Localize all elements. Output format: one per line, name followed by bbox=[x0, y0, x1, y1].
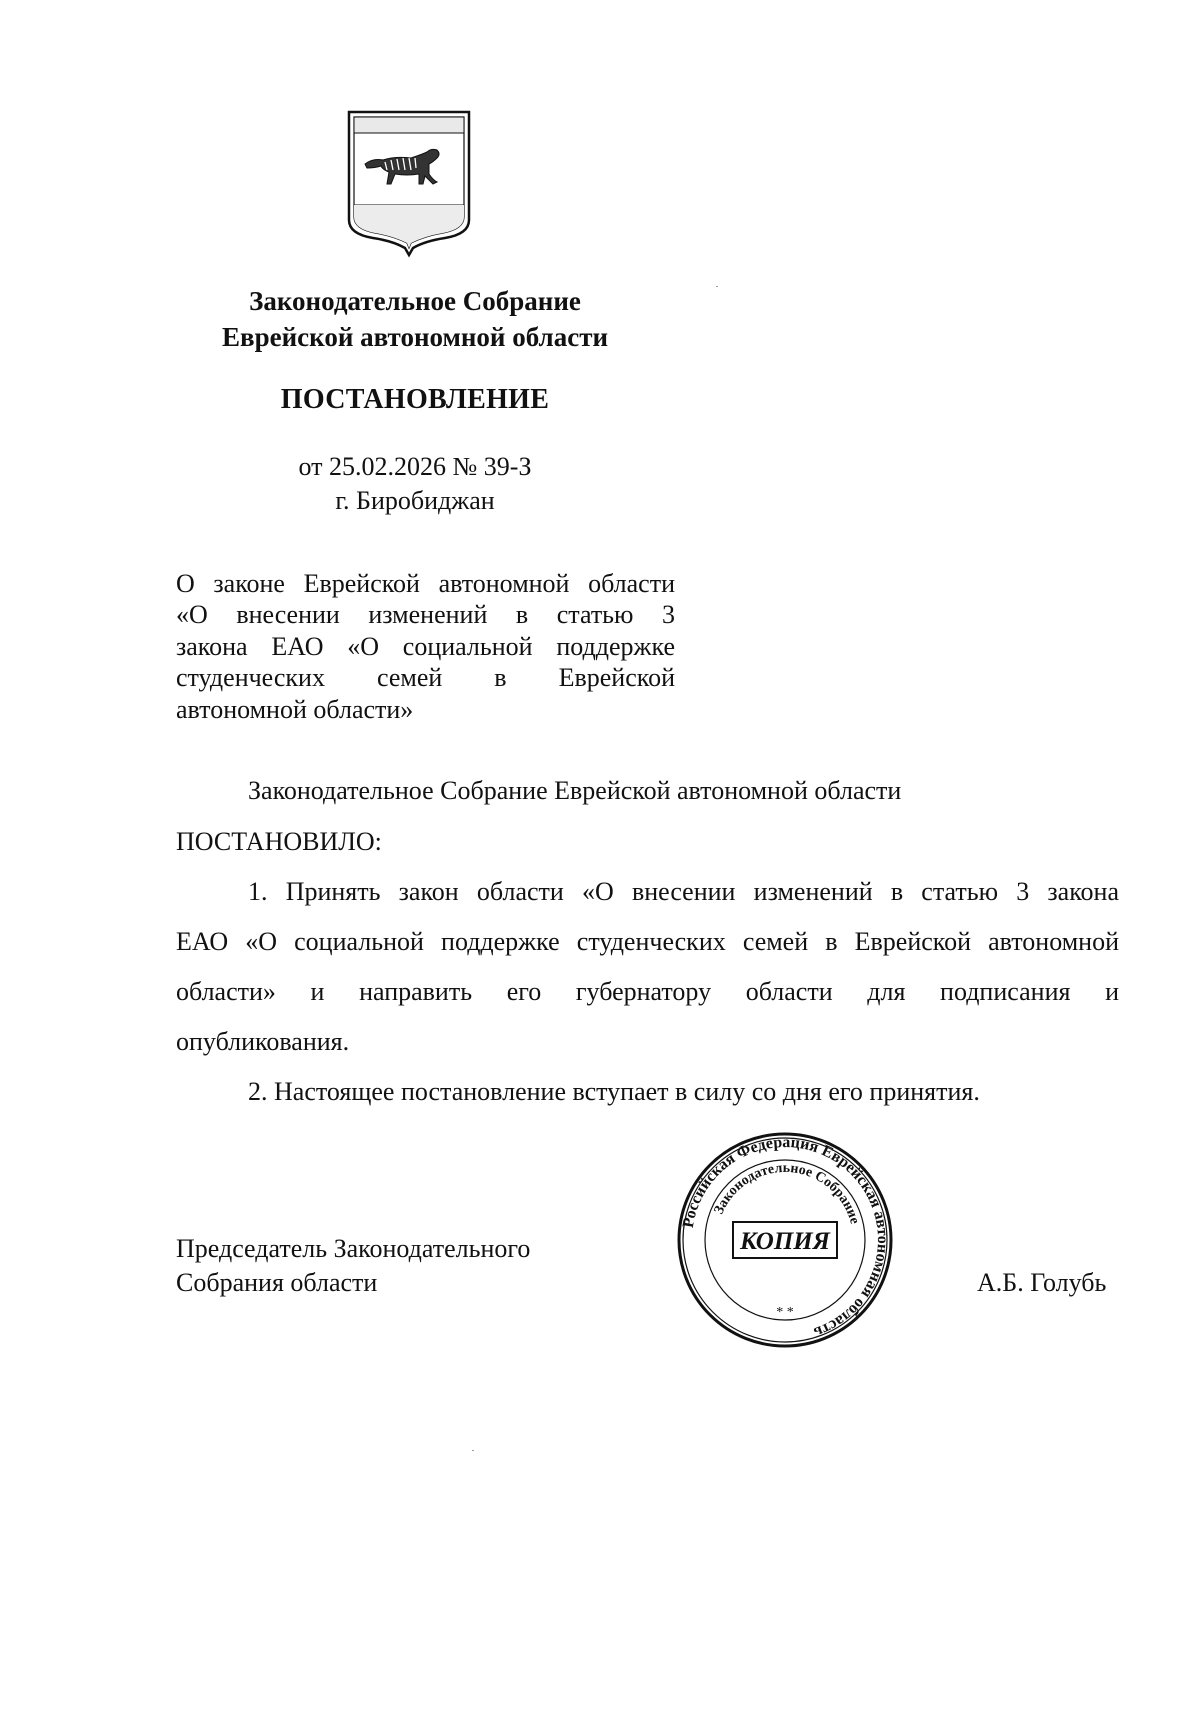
signatory-name: А.Б. Голубь bbox=[977, 1268, 1107, 1297]
item-1-line: ЕАО «О социальной поддержке студенческих семей в Еврейской автономной bbox=[176, 927, 1119, 956]
resolved-heading: ПОСТАНОВИЛО: bbox=[176, 827, 382, 856]
stamp-inner-text: Законодательное Собрание bbox=[711, 1160, 862, 1226]
item-1-line: области» и направить его губернатору области для подписания и bbox=[176, 977, 1119, 1006]
item-2-text: 2. Настоящее постановление вступает в силу со дня его принятия. bbox=[248, 1077, 980, 1106]
coat-of-arms-emblem bbox=[345, 108, 473, 258]
item-1-line: опубликования. bbox=[176, 1027, 350, 1056]
signatory-position-line1: Председатель Законодательного bbox=[176, 1234, 531, 1263]
scan-dot bbox=[472, 1450, 474, 1451]
document-type-title: ПОСТАНОВЛЕНИЕ bbox=[280, 384, 550, 415]
subject-line: «О внесении изменений в статью 3 bbox=[176, 600, 675, 629]
subject-line: автономной области» bbox=[176, 695, 414, 724]
subject-line: закона ЕАО «О социальной поддержке bbox=[176, 632, 675, 661]
organization-name-line1: Законодательное Собрание bbox=[249, 286, 581, 316]
city-name: г. Биробиджан bbox=[335, 486, 495, 515]
subject-line: О законе Еврейской автономной области bbox=[176, 569, 675, 598]
subject-line: студенческих семей в Еврейской bbox=[176, 663, 675, 692]
signatory-position-line2: Собрания области bbox=[176, 1268, 378, 1297]
item-1-line: 1. Принять закон области «О внесении изменений в статью 3 закона bbox=[248, 877, 1119, 906]
stamp-stars: * * bbox=[776, 1305, 794, 1320]
stamp-outer-text: Российская Федерация Еврейская автономная область bbox=[679, 1133, 892, 1342]
organization-name-line2: Еврейской автономной области bbox=[221, 322, 609, 352]
date-and-number: от 25.02.2026 № 39-З bbox=[298, 452, 532, 481]
preamble-text: Законодательное Собрание Еврейской автономной области bbox=[248, 776, 902, 805]
stamp-copy-label: КОПИЯ bbox=[740, 1228, 830, 1255]
scan-dot bbox=[716, 286, 718, 287]
official-stamp bbox=[675, 1130, 895, 1350]
